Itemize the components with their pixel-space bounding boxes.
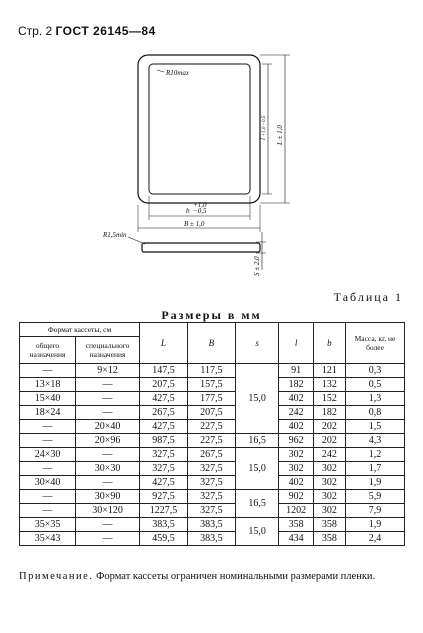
radius-small-label: R1,5min: [103, 231, 127, 239]
table-cell: —: [76, 532, 140, 546]
table-cell: —: [20, 462, 76, 476]
table-cell: 35×43: [20, 532, 76, 546]
table-cell: 1,3: [346, 392, 405, 406]
table-cell: 302: [279, 462, 313, 476]
table-cell: —: [76, 476, 140, 490]
note-text: Формат кассеты ограничен номинальными размерами пленки.: [96, 571, 376, 582]
table-cell: 358: [313, 532, 345, 546]
table-cell: 132: [313, 378, 345, 392]
table-cell: 927,5: [140, 490, 188, 504]
b-label: b: [186, 207, 190, 215]
table-cell: 202: [313, 420, 345, 434]
table-cell: 182: [279, 378, 313, 392]
table-cell: —: [76, 392, 140, 406]
table-cell: 30×30: [76, 462, 140, 476]
table-cell: 20×40: [76, 420, 140, 434]
standard-code: ГОСТ 26145—84: [55, 24, 156, 38]
table-cell: 4,3: [346, 434, 405, 448]
table-cell: 383,5: [140, 518, 188, 532]
table-cell: 459,5: [140, 532, 188, 546]
b-tol-lower: −0,5: [193, 207, 207, 215]
table-cell: 302: [313, 462, 345, 476]
table-cell: 267,5: [188, 448, 236, 462]
s-label: S ± 2,0: [253, 256, 261, 276]
header-L: L: [140, 323, 188, 364]
header-b: b: [313, 323, 345, 364]
cassette-outer-frame: [138, 55, 260, 203]
B-label: B ± 1,0: [184, 220, 205, 228]
table-cell: 1,9: [346, 518, 405, 532]
dimensions-table: [19, 322, 405, 546]
table-cell: —: [76, 406, 140, 420]
table-cell: 117,5: [188, 364, 236, 378]
table-cell: 1,2: [346, 448, 405, 462]
header-l: l: [279, 323, 313, 364]
table-cell: 383,5: [188, 532, 236, 546]
table-cell: 327,5: [188, 476, 236, 490]
table-cell: 7,9: [346, 504, 405, 518]
s-cell: 15,0: [235, 518, 279, 546]
header-special: специального назначения: [76, 337, 140, 364]
table-cell: 434: [279, 532, 313, 546]
table-cell: 147,5: [140, 364, 188, 378]
table-cell: 152: [313, 392, 345, 406]
table-cell: 402: [279, 420, 313, 434]
header-format: Формат кассеты, см: [20, 323, 140, 337]
table-cell: 227,5: [188, 434, 236, 448]
header-mass: Масса, кг, не более: [346, 323, 405, 364]
table-cell: —: [20, 364, 76, 378]
note-label: Примечание.: [19, 571, 94, 582]
table-cell: 177,5: [188, 392, 236, 406]
radius-label: R10max: [166, 69, 189, 77]
b-tol-upper: +1,0: [193, 201, 207, 209]
s-cell: 15,0: [235, 448, 279, 490]
table-cell: 327,5: [140, 462, 188, 476]
header-general: общего назначения: [20, 337, 76, 364]
table-cell: 902: [279, 490, 313, 504]
table-cell: 402: [279, 476, 313, 490]
table-title: Размеры в мм: [161, 308, 262, 322]
table-cell: 0,5: [346, 378, 405, 392]
table-cell: —: [76, 378, 140, 392]
table-cell: 157,5: [188, 378, 236, 392]
table-row: [20, 378, 405, 392]
table-cell: —: [20, 434, 76, 448]
L-label: L ± 1,0: [276, 125, 284, 145]
table-cell: 302: [313, 504, 345, 518]
table-cell: 202: [313, 434, 345, 448]
l-label: l +1,0 −0,5: [259, 115, 267, 140]
table-cell: 91: [279, 364, 313, 378]
table-row: [20, 420, 405, 434]
table-cell: 35×35: [20, 518, 76, 532]
table-cell: 0,3: [346, 364, 405, 378]
table-row: [20, 448, 405, 462]
table-cell: 30×120: [76, 504, 140, 518]
table-cell: 1,5: [346, 420, 405, 434]
table-cell: 30×90: [76, 490, 140, 504]
table-cell: 987,5: [140, 434, 188, 448]
table-cell: 5,9: [346, 490, 405, 504]
table-cell: 327,5: [188, 504, 236, 518]
table-row: [20, 406, 405, 420]
table-cell: 1227,5: [140, 504, 188, 518]
note: [19, 570, 405, 584]
table-cell: —: [76, 518, 140, 532]
table-cell: 13×18: [20, 378, 76, 392]
page-number: Стр. 2: [18, 24, 53, 38]
table-cell: 327,5: [188, 462, 236, 476]
table-cell: 0,8: [346, 406, 405, 420]
header-s: s: [235, 323, 279, 364]
table-cell: 402: [279, 392, 313, 406]
table-row: [20, 392, 405, 406]
table-cell: 182: [313, 406, 345, 420]
table-row: [20, 476, 405, 490]
table-cell: 30×40: [20, 476, 76, 490]
table-cell: 1,9: [346, 476, 405, 490]
s-cell: 15,0: [235, 364, 279, 434]
table-cell: 121: [313, 364, 345, 378]
table-row: [20, 462, 405, 476]
table-cell: 18×24: [20, 406, 76, 420]
table-row: [20, 504, 405, 518]
table-cell: 302: [279, 448, 313, 462]
table-cell: 1,7: [346, 462, 405, 476]
table-cell: 15×40: [20, 392, 76, 406]
table-cell: 9×12: [76, 364, 140, 378]
table-cell: 227,5: [188, 420, 236, 434]
s-cell: 16,5: [235, 490, 279, 518]
table-cell: 962: [279, 434, 313, 448]
table-cell: 302: [313, 476, 345, 490]
table-cell: 242: [279, 406, 313, 420]
header-B: B: [188, 323, 236, 364]
table-cell: 207,5: [140, 378, 188, 392]
table-cell: 427,5: [140, 476, 188, 490]
table-cell: —: [20, 420, 76, 434]
table-row: [20, 434, 405, 448]
table-cell: 1202: [279, 504, 313, 518]
table-cell: —: [76, 448, 140, 462]
table-cell: 20×96: [76, 434, 140, 448]
technical-drawing: [0, 0, 423, 300]
table-caption: Таблица 1: [333, 290, 403, 304]
table-cell: 383,5: [188, 518, 236, 532]
table-cell: 358: [313, 518, 345, 532]
table-row: [20, 490, 405, 504]
table-cell: 327,5: [188, 490, 236, 504]
table-cell: 327,5: [140, 448, 188, 462]
table-cell: 2,4: [346, 532, 405, 546]
table-cell: 207,5: [188, 406, 236, 420]
table-row: [20, 364, 405, 378]
table-row: [20, 532, 405, 546]
cassette-inner-frame: [149, 64, 250, 194]
table-cell: 427,5: [140, 392, 188, 406]
table-cell: 427,5: [140, 420, 188, 434]
table-cell: 24×30: [20, 448, 76, 462]
table-cell: 358: [279, 518, 313, 532]
table-row: [20, 518, 405, 532]
table-cell: 242: [313, 448, 345, 462]
table-cell: 302: [313, 490, 345, 504]
table-cell: —: [20, 490, 76, 504]
table-cell: —: [20, 504, 76, 518]
table-cell: 267,5: [140, 406, 188, 420]
s-cell: 16,5: [235, 434, 279, 448]
cassette-section: [142, 243, 260, 252]
